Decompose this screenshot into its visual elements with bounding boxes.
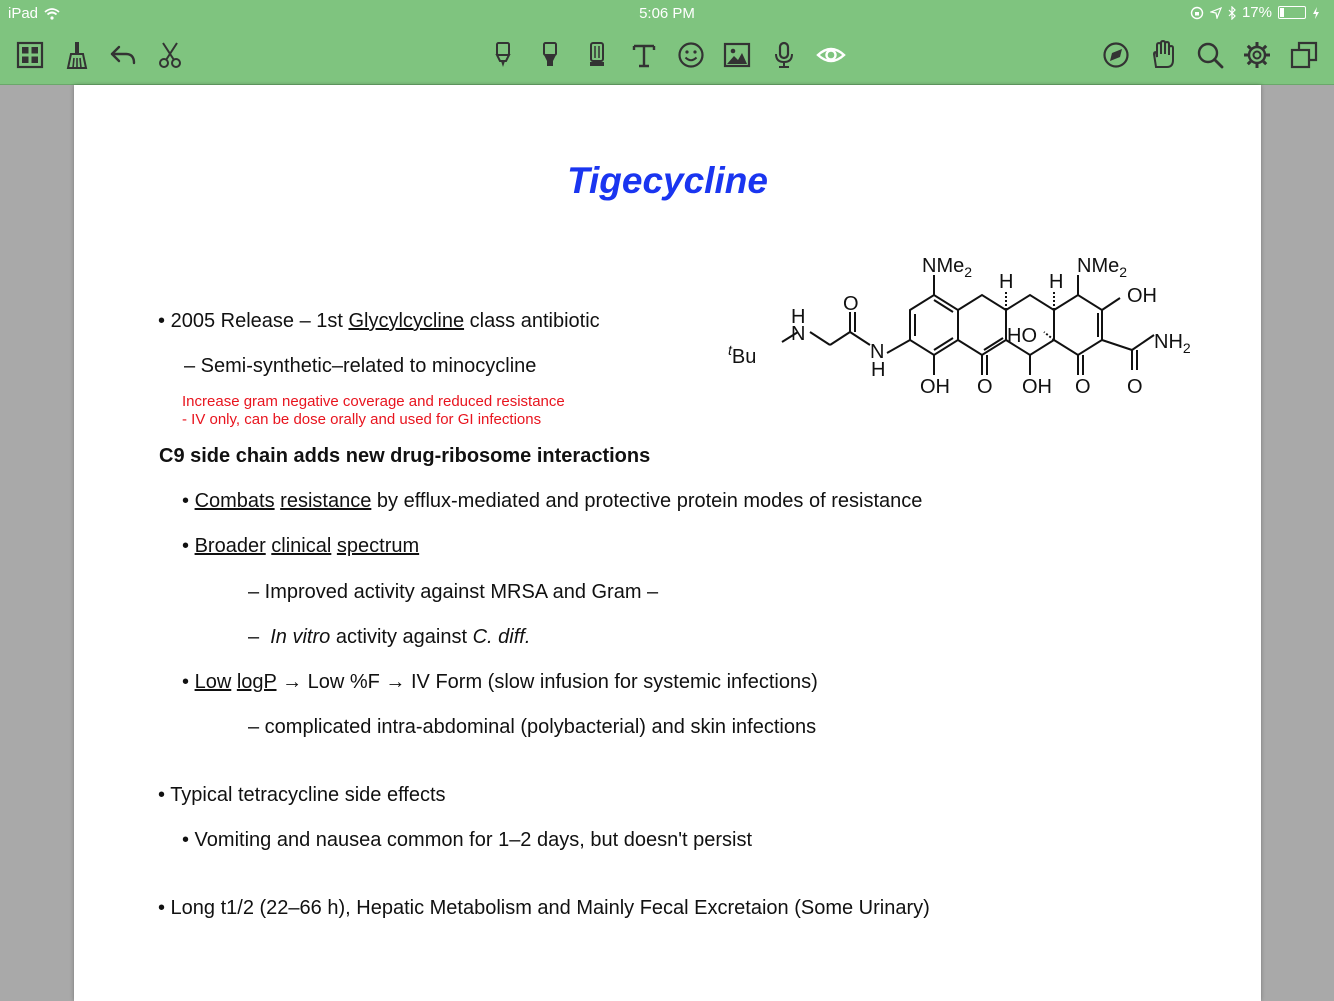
broader-line: • Broader clinical spectrum xyxy=(182,535,420,557)
low-logp-line: • Low logP → Low %F → IV Form (slow infusion for systemic infections) xyxy=(182,671,818,693)
clock: 5:06 PM xyxy=(639,5,695,22)
long-half-life-line: • Long t1/2 (22–66 h), Hepatic Metabolism and Mainly Fecal Excretaion (Some Urinary) xyxy=(158,897,930,919)
amine-n-label: N xyxy=(791,323,806,345)
amine-h-label: H xyxy=(791,306,806,328)
vomiting-line: • Vomiting and nausea common for 1–2 days, but doesn't persist xyxy=(182,829,753,851)
device-label: iPad xyxy=(8,5,39,22)
red-note-1: Increase gram negative coverage and reduced resistance xyxy=(182,393,565,410)
hand-icon[interactable] xyxy=(1146,38,1180,72)
h-label-1: H xyxy=(999,271,1014,293)
o-label-2: O xyxy=(1075,376,1091,398)
undo-icon[interactable] xyxy=(106,38,140,72)
c9-heading: C9 side chain adds new drug-ribosome interactions xyxy=(159,445,651,467)
document-page xyxy=(74,85,1261,1001)
amide-n-label: N xyxy=(870,341,885,363)
nme2-left-label: NMe$_2$ xyxy=(922,255,973,280)
tigecycline-structure xyxy=(722,250,1192,400)
combats-line: • Combats resistance by efflux-mediated and protective protein modes of resistance xyxy=(182,490,923,512)
search-icon[interactable] xyxy=(1193,38,1227,72)
oh-label-1: OH xyxy=(920,376,950,398)
carbonyl-o-label: O xyxy=(843,293,859,315)
bluetooth-icon xyxy=(1228,6,1236,20)
complicated-line: – complicated intra-abdominal (polybacterial) and skin infections xyxy=(248,716,817,738)
battery-icon xyxy=(1278,6,1306,19)
location-icon xyxy=(1210,7,1222,19)
improved-line: – Improved activity against MRSA and Gram – xyxy=(248,581,659,603)
red-note-2: - IV only, can be dose orally and used for GI infections xyxy=(182,411,542,428)
annotation-toolbar xyxy=(0,28,1334,85)
ho-label: HO xyxy=(1007,325,1037,347)
highlighter-icon[interactable] xyxy=(486,38,520,72)
nh2-label: $NH_2$ xyxy=(1154,331,1191,356)
rotation-lock-icon xyxy=(1190,6,1204,20)
amide-h-label: H xyxy=(871,359,886,381)
nme2-right-label: NMe$_2$ xyxy=(1077,255,1128,280)
eye-icon[interactable] xyxy=(814,38,848,72)
semi-synthetic-line: – Semi-synthetic–related to minocycline xyxy=(184,355,537,377)
grid-icon[interactable] xyxy=(13,38,47,72)
glycylcycline-link: Glycylcycline xyxy=(348,310,465,332)
tbu-label: $^t$Bu xyxy=(728,342,757,368)
h-label-2: H xyxy=(1049,271,1064,293)
emoji-icon[interactable] xyxy=(674,38,708,72)
release-line: • 2005 Release – 1st Glycylcycline class antibiotic xyxy=(158,310,600,332)
broom-icon[interactable] xyxy=(60,38,94,72)
status-right xyxy=(1190,4,1320,21)
o-label-1: O xyxy=(977,376,993,398)
pen-icon[interactable] xyxy=(580,38,614,72)
pages-icon[interactable] xyxy=(1287,38,1321,72)
text-icon[interactable] xyxy=(627,38,661,72)
oh-label-2: OH xyxy=(1022,376,1052,398)
marker-icon[interactable] xyxy=(533,38,567,72)
battery-percent: 17% xyxy=(1241,4,1272,21)
invitro-line: – In vitro activity against C. diff. xyxy=(248,626,531,648)
o-label-3: O xyxy=(1127,376,1143,398)
oh-label-top: OH xyxy=(1127,285,1157,307)
slide-title: Tigecycline xyxy=(567,160,768,201)
image-icon[interactable] xyxy=(720,38,754,72)
status-bar xyxy=(0,0,1334,28)
microphone-icon[interactable] xyxy=(767,38,801,72)
charging-icon xyxy=(1312,7,1320,19)
scissors-icon[interactable] xyxy=(153,38,187,72)
compass-icon[interactable] xyxy=(1099,38,1133,72)
typical-line: • Typical tetracycline side effects xyxy=(158,784,446,806)
gear-icon[interactable] xyxy=(1240,38,1274,72)
